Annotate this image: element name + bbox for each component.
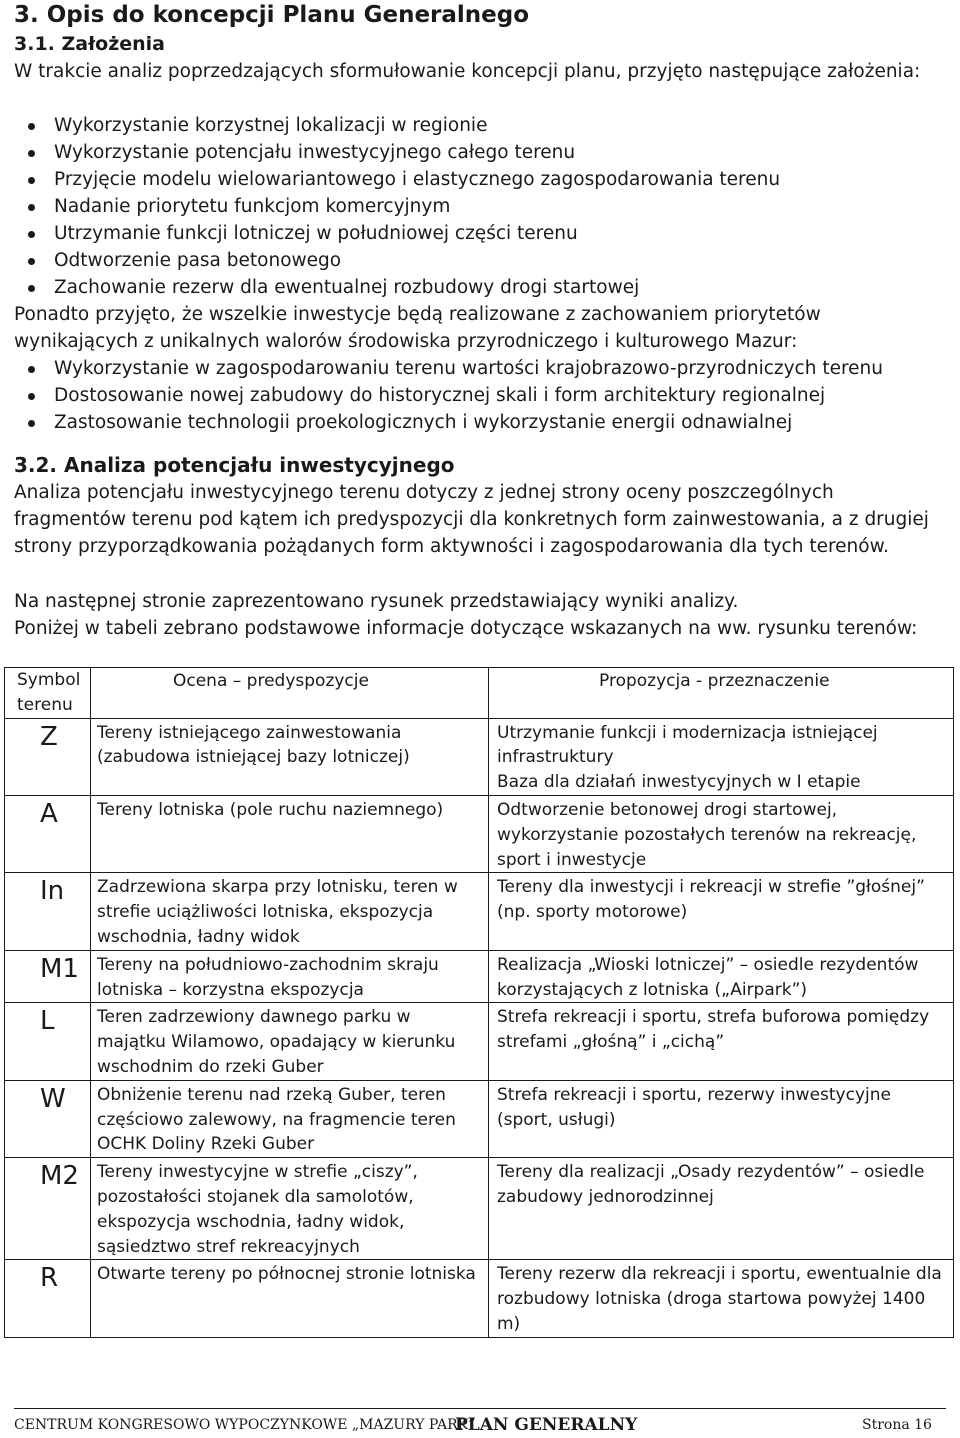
terrain-symbol: R (5, 1260, 91, 1337)
list-item: Wykorzystanie potencjału inwestycyjnego całego terenu (14, 139, 780, 166)
list-item: Zachowanie rezerw dla ewentualnej rozbudowy drogi startowej (14, 274, 780, 301)
terrain-proposal: Tereny rezerw dla rekreacji i sportu, ewentualnie dla rozbudowy lotniska (droga startowa powyżej 1400 m) (489, 1260, 954, 1337)
table-header-row (5, 668, 954, 719)
footer-document-title: PLAN GENERALNY (455, 1415, 638, 1435)
terrain-assessment: Tereny na południowo-zachodnim skraju lotniska – korzystna ekspozycja (91, 950, 489, 1003)
list-item: Odtworzenie pasa betonowego (14, 247, 780, 274)
terrain-symbol: In (5, 873, 91, 950)
table-intro: Poniżej w tabeli zebrano podstawowe informacje dotyczące wskazanych na ww. rysunku terenów: (14, 618, 918, 639)
table-row (5, 873, 954, 950)
terrain-symbol: L (5, 1003, 91, 1080)
terrain-assessment: Teren zadrzewiony dawnego parku w majątku Wilamowo, opadający w kierunku wschodnim do rzeki Guber (91, 1003, 489, 1080)
intro-paragraph: W trakcie analiz poprzedzających sformułowanie koncepcji planu, przyjęto następujące założenia: (14, 61, 921, 82)
footer-company: CENTRUM KONGRESOWO WYPOCZYNKOWE „MAZURY PARK” (14, 1417, 476, 1433)
table-row (5, 950, 954, 1003)
header-proposal: Propozycja - przeznaczenie (489, 668, 954, 719)
header-assessment: Ocena – predyspozycje (91, 668, 489, 719)
terrain-proposal: Tereny dla inwestycji i rekreacji w strefie ”głośnej” (np. sporty motorowe) (489, 873, 954, 950)
terrain-assessment: Tereny istniejącego zainwestowania (zabudowa istniejącej bazy lotniczej) (91, 718, 489, 795)
assumptions-list (14, 112, 780, 301)
terrain-assessment: Zadrzewiona skarpa przy lotnisku, teren w strefie uciążliwości lotniska, ekspozycja wschodnia, ładny widok (91, 873, 489, 950)
priorities-list (14, 355, 883, 436)
terrain-table (4, 667, 954, 1338)
terrain-symbol: M1 (5, 950, 91, 1003)
terrain-proposal: Strefa rekreacji i sportu, strefa buforowa pomiędzy strefami „głośną” i „cichą” (489, 1003, 954, 1080)
table-row (5, 1260, 954, 1337)
table-row (5, 1158, 954, 1260)
list-item: Nadanie priorytetu funkcjom komercyjnym (14, 193, 780, 220)
table-row (5, 1080, 954, 1157)
list-item: Zastosowanie technologii proekologicznych i wykorzystanie energii odnawialnej (14, 409, 883, 436)
list-item: Wykorzystanie w zagospodarowaniu terenu wartości krajobrazowo-przyrodniczych terenu (14, 355, 883, 382)
terrain-assessment: Tereny inwestycyjne w strefie „ciszy”, pozostałości stojanek dla samolotów, ekspozycja wschodnia, ładny widok, sąsiedztwo stref rekreacyjnych (91, 1158, 489, 1260)
terrain-proposal: Strefa rekreacji i sportu, rezerwy inwestycyjne (sport, usługi) (489, 1080, 954, 1157)
table-row (5, 718, 954, 795)
priorities-paragraph: Ponadto przyjęto, że wszelkie inwestycje będą realizowane z zachowaniem priorytetów wynikających z unikalnych walorów środowiska przyrodniczego i kulturowego Mazur: (14, 304, 821, 352)
list-item: Utrzymanie funkcji lotniczej w południowej części terenu (14, 220, 780, 247)
footer-page-number: Strona 16 (862, 1417, 932, 1433)
terrain-assessment: Otwarte tereny po północnej stronie lotniska (91, 1260, 489, 1337)
list-item: Wykorzystanie korzystnej lokalizacji w regionie (14, 112, 780, 139)
terrain-proposal: Tereny dla realizacji „Osady rezydentów” – osiedle zabudowy jednorodzinnej (489, 1158, 954, 1260)
terrain-proposal: Utrzymanie funkcji i modernizacja istniejącej infrastruktury Baza dla działań inwestycyjnych w I etapie (489, 718, 954, 795)
table-row (5, 1003, 954, 1080)
terrain-symbol: A (5, 795, 91, 872)
terrain-assessment: Tereny lotniska (pole ruchu naziemnego) (91, 795, 489, 872)
section-title-analysis: 3.2. Analiza potencjału inwestycyjnego (14, 453, 455, 477)
list-item: Dostosowanie nowej zabudowy do historycznej skali i form architektury regionalnej (14, 382, 883, 409)
terrain-assessment: Obniżenie terenu nad rzeką Guber, teren częściowo zalewowy, na fragmencie teren OCHK Doliny Rzeki Guber (91, 1080, 489, 1157)
table-row (5, 795, 954, 872)
terrain-proposal: Realizacja „Wioski lotniczej” – osiedle rezydentów korzystających z lotniska („Airpark”) (489, 950, 954, 1003)
list-item: Przyjęcie modelu wielowariantowego i elastycznego zagospodarowania terenu (14, 166, 780, 193)
terrain-symbol: W (5, 1080, 91, 1157)
header-symbol: Symbol terenu (5, 668, 91, 719)
terrain-proposal: Odtworzenie betonowej drogi startowej, wykorzystanie pozostałych terenów na rekreację, sport i inwestycje (489, 795, 954, 872)
terrain-symbol: M2 (5, 1158, 91, 1260)
page-heading: 3. Opis do koncepcji Planu Generalnego (14, 2, 530, 28)
footer-divider (14, 1408, 946, 1409)
section-title-assumptions: 3.1. Założenia (14, 33, 165, 55)
drawing-note: Na następnej stronie zaprezentowano rysunek przedstawiający wyniki analizy. (14, 591, 739, 612)
terrain-symbol: Z (5, 718, 91, 795)
analysis-paragraph: Analiza potencjału inwestycyjnego terenu dotyczy z jednej strony oceny poszczególnych fragmentów terenu pod kątem ich predyspozycji dla konkretnych form zainwestowania, a z drugiej strony przyporządkowania pożądanych form aktywności i zagospodarowania dla tych terenów. (14, 482, 929, 557)
